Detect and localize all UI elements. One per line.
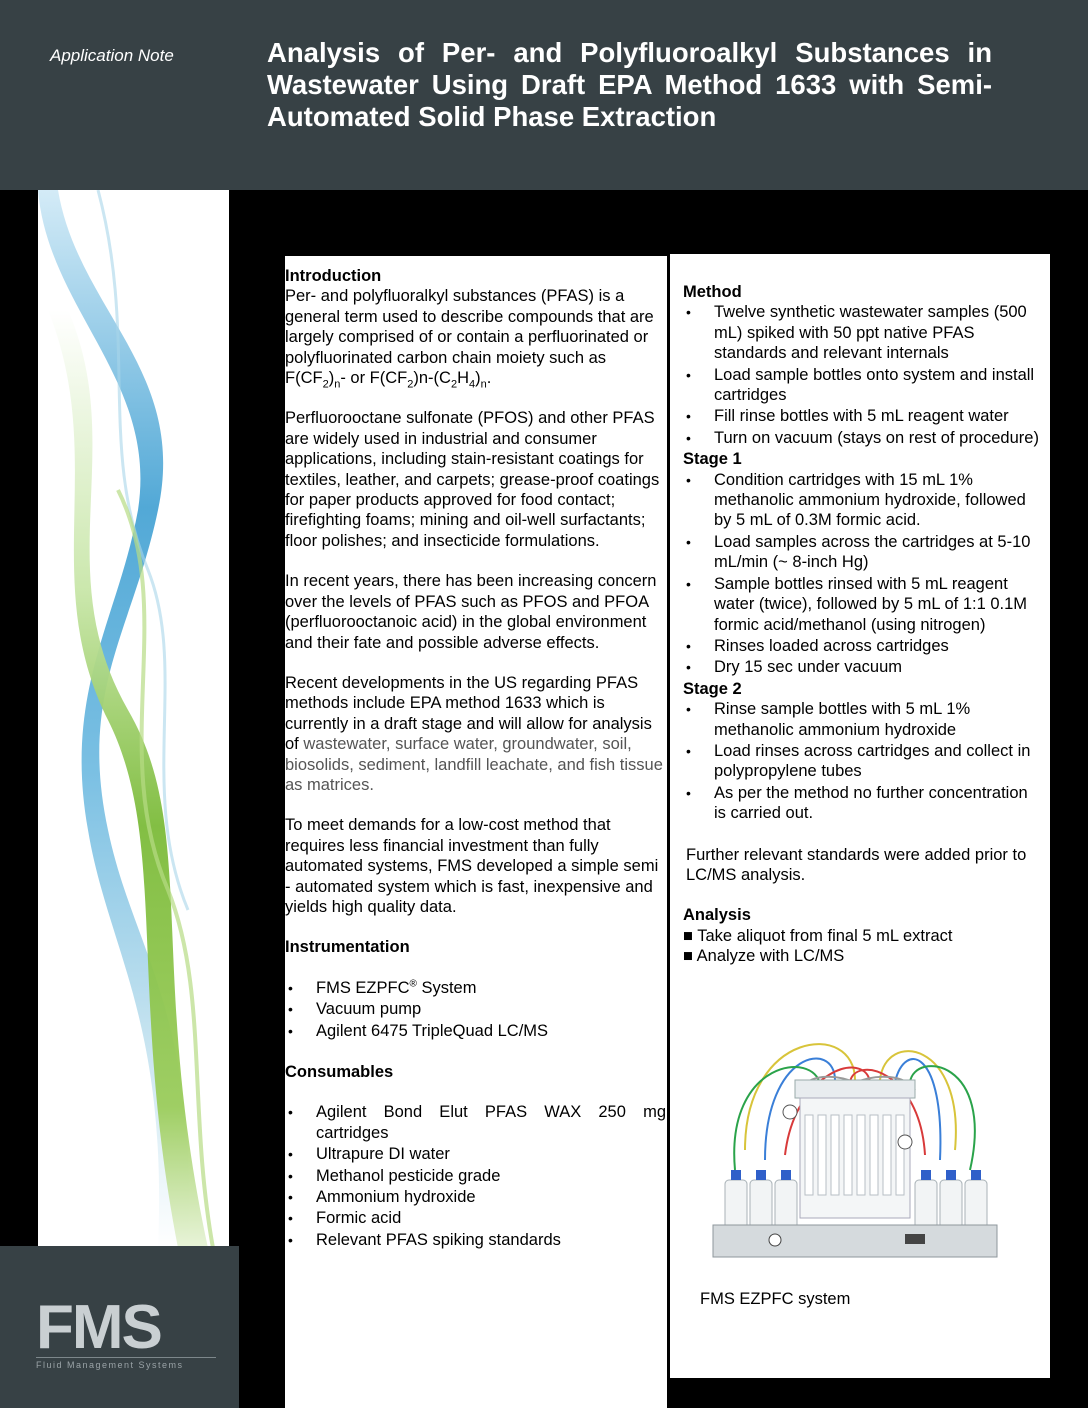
header-bar: [0, 0, 1088, 190]
consumables-list: [285, 1102, 666, 1250]
list-item: • Agilent 6475 TripleQuad LC/MS: [285, 1021, 666, 1041]
ezpfc-system-photo: [705, 1020, 1005, 1265]
list-item: • Twelve synthetic wastewater samples (500 mL) spiked with 50 ppt native PFAS standards and relevant internals: [683, 302, 1041, 363]
list-item: • Load rinses across cartridges and collect in polypropylene tubes: [683, 741, 1041, 782]
list-item: • Agilent Bond Elut PFAS WAX 250 mg cartridges: [285, 1102, 666, 1143]
analysis-item: ■ Analyze with LC/MS: [683, 947, 845, 966]
introduction-heading: Introduction: [285, 267, 382, 285]
intro-paragraph-3: In recent years, there has been increasing concern over the levels of PFAS such as PFOS and PFOA (perfluorooctanoic acid) in the global environment and their fate and possible adverse effects.: [285, 572, 657, 652]
list-item: • Rinse sample bottles with 5 mL 1% methanolic ammonium hydroxide: [683, 699, 1041, 740]
list-item: • Dry 15 sec under vacuum: [683, 657, 1041, 677]
intro-paragraph-4: Recent developments in the US regarding PFAS methods include EPA method 1633 which is currently in a draft stage and will allow for analysis of wastewater, surface water, groundwater, soil, biosolids, sediment, landfill leachate, and fish tissue as matrices.: [285, 673, 663, 794]
instrumentation-list: [285, 978, 666, 1041]
list-item: • Ultrapure DI water: [285, 1144, 666, 1164]
list-item: • Load sample bottles onto system and install cartridges: [683, 365, 1041, 406]
stage-2-heading: Stage 2: [683, 679, 742, 698]
list-item: • Rinses loaded across cartridges: [683, 636, 1041, 656]
method-list: [683, 302, 1041, 448]
list-item: • Vacuum pump: [285, 999, 666, 1019]
list-item: • Load samples across the cartridges at 5-10 mL/min (~ 8-inch Hg): [683, 532, 1041, 573]
intro-paragraph-5: To meet demands for a low-cost method that requires less financial investment than fully automated systems, FMS developed a simple semi - automated system which is fast, inexpensive and yields high quality data.: [285, 816, 659, 916]
list-item: • Condition cartridges with 15 mL 1% methanolic ammonium hydroxide, followed by 5 mL of 0.3M formic acid.: [683, 470, 1041, 531]
page-title: Analysis of Per- and Polyfluoroalkyl Substances in Wastewater Using Draft EPA Method 1633 with Semi-Automated Solid Phase Extraction: [267, 37, 992, 132]
left-column: [285, 256, 667, 1408]
company-logo: [0, 1246, 239, 1408]
list-item: • Ammonium hydroxide: [285, 1187, 666, 1207]
method-heading: Method: [683, 283, 742, 301]
list-item: • Methanol pesticide grade: [285, 1166, 666, 1186]
logo-wordmark: FMS: [36, 1293, 161, 1362]
logo-tagline: Fluid Management Systems: [36, 1357, 216, 1370]
analysis-heading: Analysis: [683, 906, 751, 925]
consumables-heading: Consumables: [285, 1063, 394, 1081]
list-item: • Fill rinse bottles with 5 mL reagent water: [683, 406, 1041, 426]
list-item: • Formic acid: [285, 1208, 666, 1228]
list-item: • As per the method no further concentration is carried out.: [683, 783, 1041, 824]
stage-2-list: [683, 699, 1041, 823]
decorative-swirl-image: [38, 190, 229, 1248]
intro-paragraph-1: Per- and polyfluoralkyl substances (PFAS) is a general term used to describe compounds that are largely comprised of or contain a perfluorinated or polyfluorinated carbon chain moiety such as $F(CF_2)_n-$ or $F(CF_2)n-(C_2H_4)_n$.: [285, 287, 654, 391]
figure-caption: FMS EZPFC system: [700, 1290, 851, 1308]
analysis-item: ■ Take aliquot from final 5 mL extract: [683, 926, 953, 945]
document-type-label: Application Note: [50, 46, 174, 65]
stage-1-heading: Stage 1: [683, 450, 742, 469]
instrumentation-heading: Instrumentation: [285, 938, 410, 957]
stage-1-list: [683, 470, 1041, 678]
list-item: • Sample bottles rinsed with 5 mL reagent water (twice), followed by 5 mL of 1:1 0.1M formic acid/methanol (using nitrogen): [683, 574, 1041, 635]
further-standards-note: Further relevant standards were added prior to LC/MS analysis.: [686, 845, 1027, 884]
intro-paragraph-2: Perfluorooctane sulfonate (PFOS) and other PFAS are widely used in industrial and consumer applications, including stain-resistant coatings for textiles, leather, and carpets; grease-proof coatings for paper products approved for food contact; firefighting foams; mining and oil-well surfactants; floor polishes; and insecticide formulations.: [285, 409, 660, 550]
list-item: • FMS EZPFC® System: [285, 978, 666, 998]
list-item: • Relevant PFAS spiking standards: [285, 1230, 666, 1250]
list-item: • Turn on vacuum (stays on rest of procedure): [683, 428, 1041, 448]
